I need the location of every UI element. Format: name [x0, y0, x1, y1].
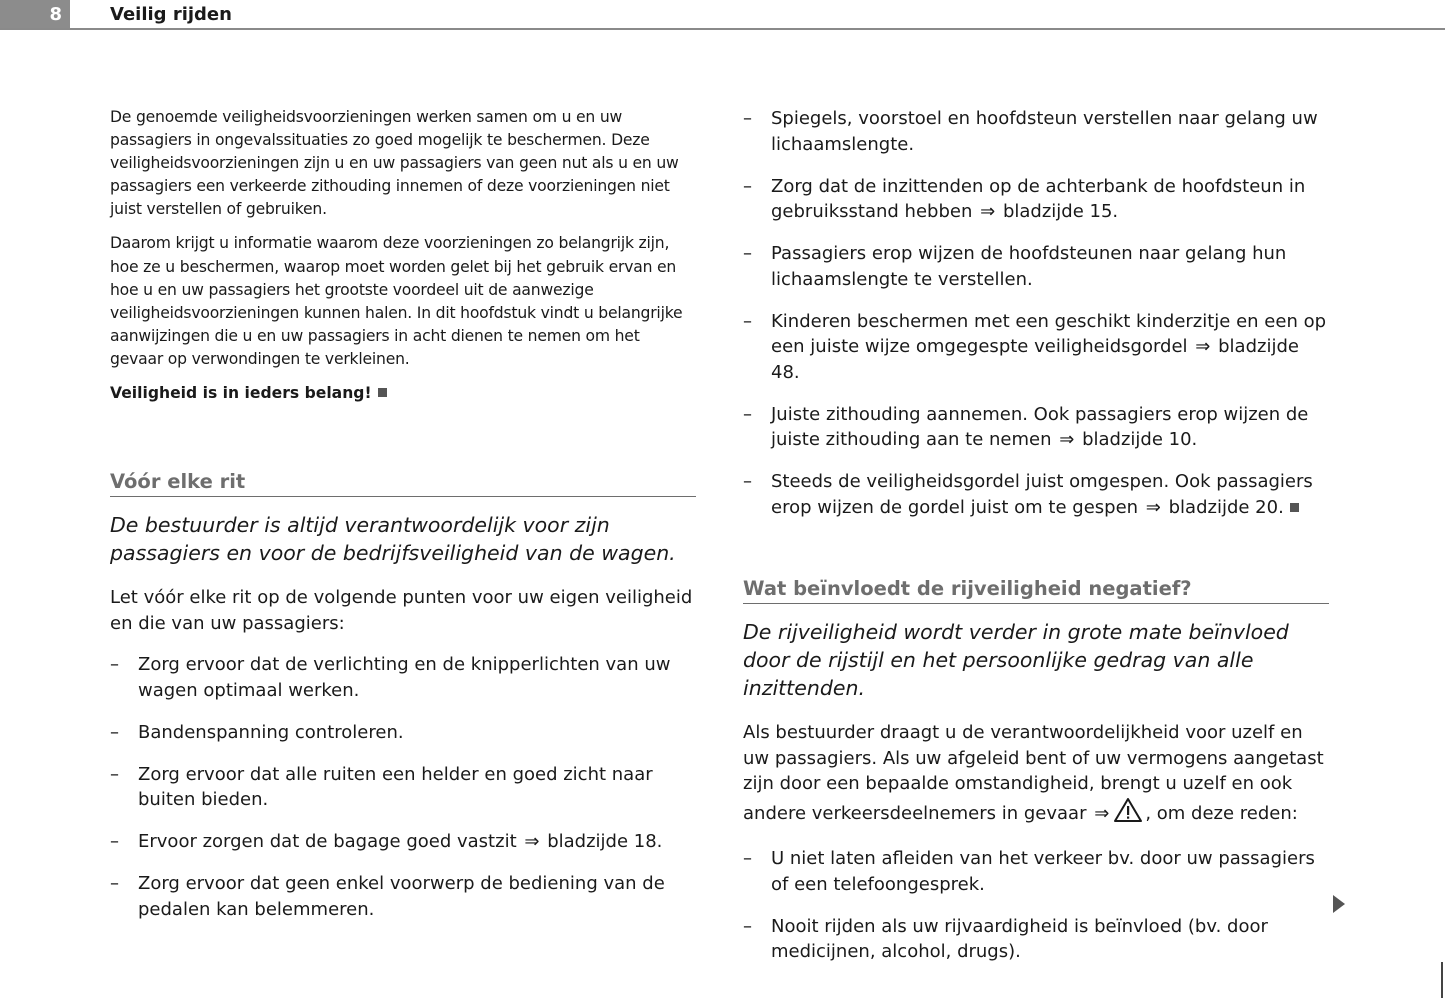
list-item-text: U niet laten afleiden van het verkeer bv. door uw passagiers of een telefoongesprek.	[771, 848, 1315, 895]
list-item-text: Kinderen beschermen met een geschikt kinderzitje en een op een juiste wijze omgegespte veiligheidsgordel	[771, 310, 1327, 357]
list-item	[743, 914, 1329, 965]
checklist-driving-safety	[743, 846, 1329, 965]
dash: –	[743, 243, 752, 264]
right-column	[743, 106, 1329, 981]
section-heading-before-ride: Vóór elke rit	[110, 469, 696, 497]
intro-paragraph-2: Daarom krijgt u informatie waarom deze voorzieningen zo belangrijk zijn, hoe ze u beschermen, waarop moet worden gelet bij het gebruik ervan en hoe u en uw passagiers het grootste voordeel uit de aanwezige veiligheidsvoorzieningen kunnen halen. In dit hoofdstuk vindt u belangrijke aanwijzingen die u en uw passagiers in acht dienen te nemen om het gevaar op verwondingen te verkleinen.	[110, 234, 683, 368]
dash: –	[743, 310, 752, 332]
safety-note-text: Veiligheid is in ieders belang!	[110, 384, 372, 403]
page-reference-link[interactable]: bladzijde 18.	[547, 831, 663, 853]
list-item	[110, 871, 696, 922]
left-column	[110, 106, 696, 939]
checklist-before-ride	[110, 652, 696, 922]
dash: –	[110, 721, 119, 743]
end-marker-icon	[1290, 503, 1299, 512]
page-reference-link[interactable]: bladzijde 15.	[1002, 201, 1119, 222]
list-item	[110, 829, 696, 855]
list-item-text: Zorg ervoor dat geen enkel voorwerp de bediening van de pedalen kan belemmeren.	[138, 873, 665, 920]
list-item	[743, 241, 1329, 292]
dash: –	[743, 848, 752, 869]
page-reference-link[interactable]: bladzijde 10.	[1082, 429, 1198, 450]
list-item	[743, 309, 1329, 386]
dash: –	[110, 873, 119, 895]
chapter-title: Veilig rijden	[110, 4, 232, 25]
page-reference-link[interactable]: bladzijde 48.	[771, 336, 1299, 383]
cross-reference-arrow-icon: ⇒	[524, 831, 540, 853]
safety-note	[110, 382, 696, 405]
list-item	[110, 652, 696, 703]
list-item	[743, 174, 1329, 225]
list-item-text: Ervoor zorgen dat de bagage goed vastzit	[138, 831, 523, 853]
section-intro-driving-safety: De rijveiligheid wordt verder in grote mate beïnvloed door de rijstijl en het persoonlijke gedrag van alle inzittenden.	[743, 620, 1289, 700]
section-text-part: Als bestuurder draagt u de verantwoordelijkheid voor uzelf en uw passagiers. Als uw afgeleid bent of uw vermogens aangetast zijn door een bepaalde omstandigheid, brengt u uzelf en ook andere verkeersdeelnemers in gevaar	[743, 722, 1324, 824]
page-header	[0, 0, 1445, 30]
cross-reference-arrow-icon: ⇒	[1094, 802, 1110, 824]
dash: –	[743, 471, 752, 492]
list-item	[743, 846, 1329, 897]
list-item-text: Zorg ervoor dat de verlichting en de knipperlichten van uw wagen optimaal werken.	[138, 654, 671, 701]
cross-reference-arrow-icon: ⇒	[1145, 496, 1161, 518]
list-item-text: Nooit rijden als uw rijvaardigheid is beïnvloed (bv. door medicijnen, alcohol, drugs).	[771, 915, 1268, 962]
list-item-text: Steeds de veiligheidsgordel juist omgespen. Ook passagiers erop wijzen de gordel juist om te gespen	[771, 471, 1313, 518]
list-item	[743, 469, 1329, 520]
cross-reference-arrow-icon: ⇒	[1195, 336, 1211, 357]
section-intro-before-ride: De bestuurder is altijd verantwoordelijk voor zijn passagiers en voor de bedrijfsveiligheid van de wagen.	[110, 513, 676, 566]
list-item	[110, 720, 696, 746]
section-text-part: , om deze reden:	[1145, 802, 1298, 824]
list-item-text: Zorg dat de inzittenden op de achterbank de hoofdsteun in gebruiksstand hebben	[771, 175, 1306, 222]
page-edge-marker	[1441, 962, 1443, 998]
page-number: 8	[0, 0, 70, 28]
dash: –	[110, 654, 119, 676]
dash: –	[743, 108, 752, 129]
intro-paragraph-1: De genoemde veiligheidsvoorzieningen werken samen om u en uw passagiers in ongevalssituaties zo goed mogelijk te beschermen. Deze veiligheidsvoorzieningen zijn u en uw passagiers van geen nut als u en uw passagiers een verkeerde zithouding innemen of deze voorzieningen niet juist verstellen of gebruiken.	[110, 108, 679, 219]
cross-reference-arrow-icon: ⇒	[1059, 429, 1075, 450]
list-item-text: Zorg ervoor dat alle ruiten een helder en goed zicht naar buiten bieden.	[138, 763, 653, 811]
list-item	[743, 106, 1329, 157]
dash: –	[110, 831, 119, 853]
dash: –	[743, 915, 752, 937]
section-text-driving-safety	[743, 720, 1329, 830]
section-text-before-ride: Let vóór elke rit op de volgende punten voor uw eigen veiligheid en die van uw passagiers:	[110, 587, 693, 634]
continue-arrow-icon[interactable]	[1333, 895, 1345, 913]
checklist-continued	[743, 106, 1329, 520]
section-heading-driving-safety: Wat beïnvloedt de rijveiligheid negatief?	[743, 576, 1329, 604]
list-item	[110, 762, 696, 813]
cross-reference-arrow-icon: ⇒	[980, 201, 996, 222]
end-marker-icon	[378, 388, 387, 397]
dash: –	[110, 763, 119, 785]
list-item-text: Bandenspanning controleren.	[138, 721, 404, 743]
dash: –	[743, 175, 752, 197]
dash: –	[743, 403, 752, 425]
list-item	[743, 402, 1329, 453]
page-reference-link[interactable]: bladzijde 20.	[1168, 496, 1284, 518]
warning-triangle-icon[interactable]	[1113, 797, 1143, 831]
list-item-text: Juiste zithouding aannemen. Ook passagiers erop wijzen de juiste zithouding aan te nemen	[771, 403, 1309, 450]
list-item-text: Spiegels, voorstoel en hoofdsteun verstellen naar gelang uw lichaamslengte.	[771, 108, 1318, 155]
list-item-text: Passagiers erop wijzen de hoofdsteunen naar gelang hun lichaamslengte te verstellen.	[771, 243, 1287, 290]
